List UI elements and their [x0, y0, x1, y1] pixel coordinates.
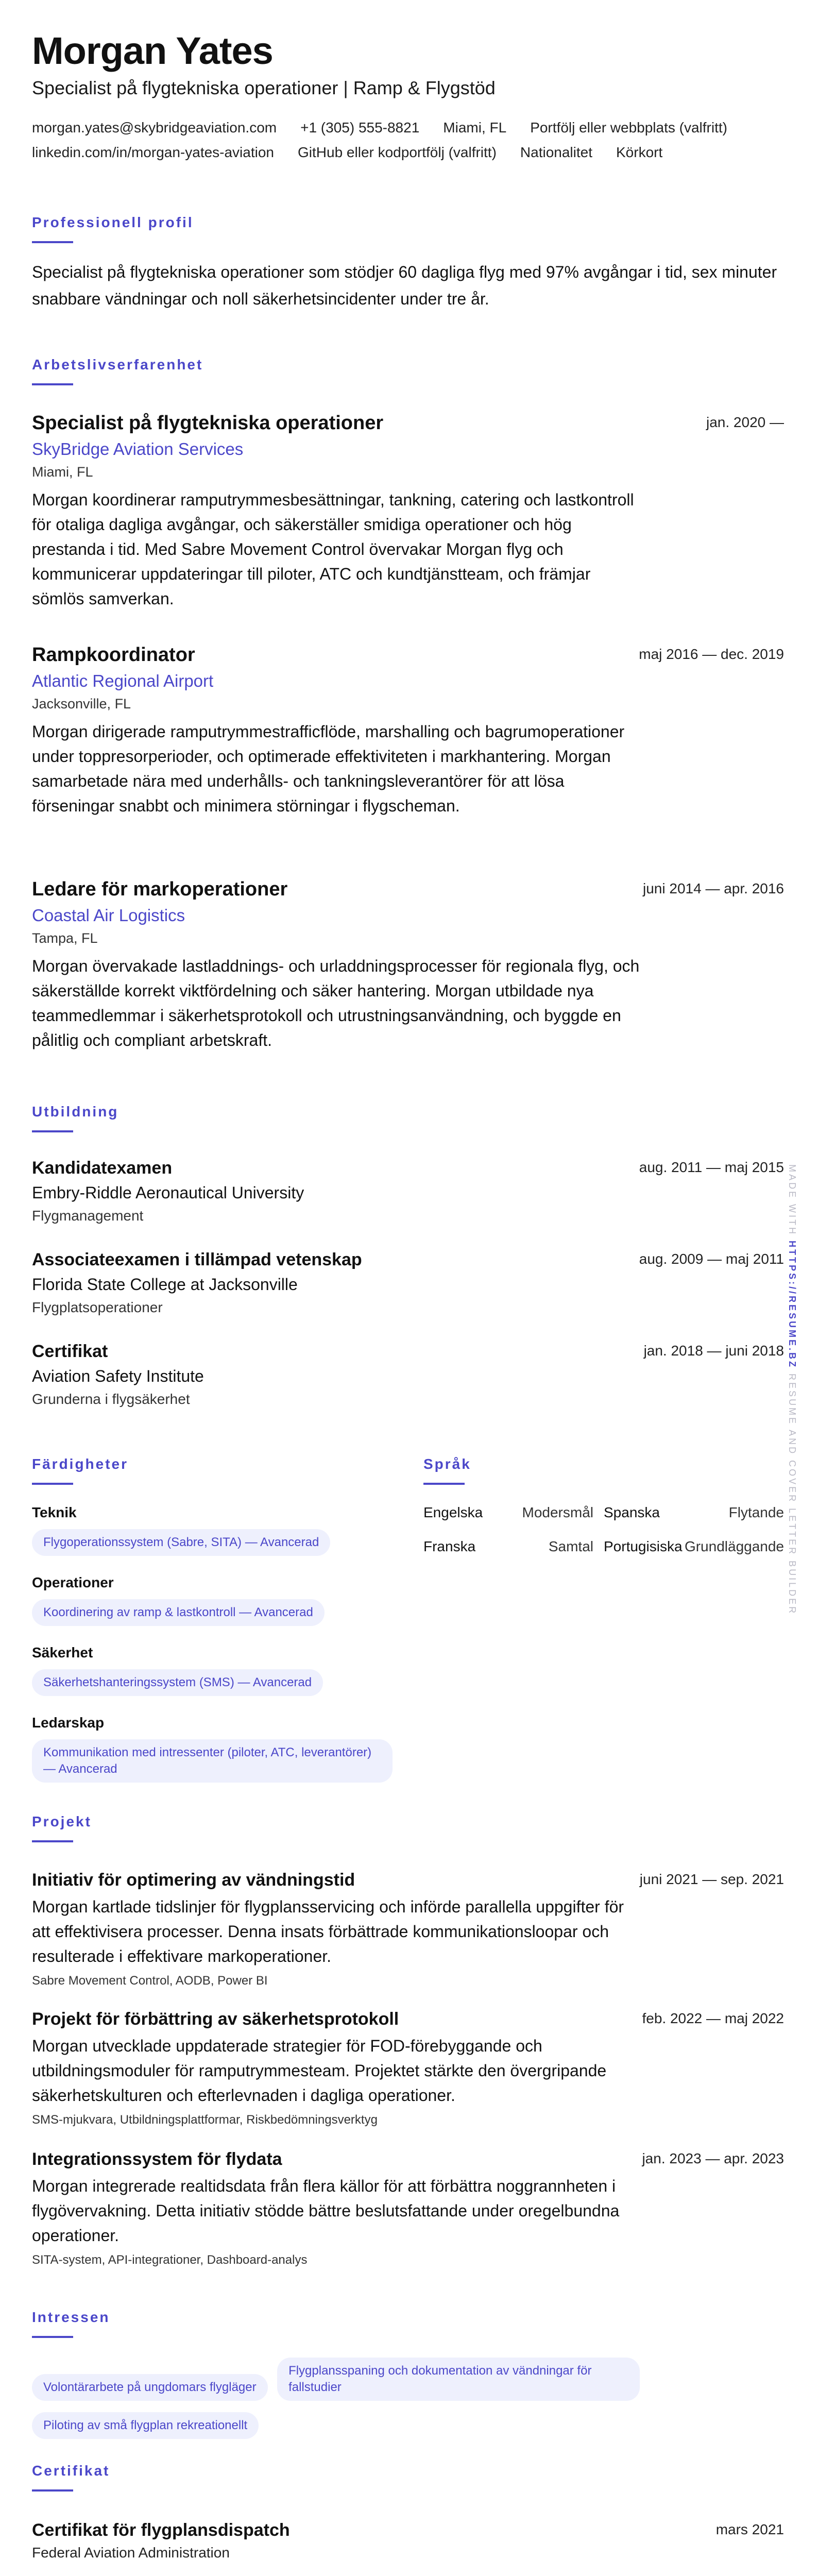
education-date: aug. 2011 — maj 2015: [639, 1159, 784, 1175]
contact-location: Miami, FL: [443, 120, 507, 135]
contact-github[interactable]: GitHub eller kodportfölj (valfritt): [298, 144, 497, 160]
interests-list: [32, 2358, 784, 2450]
skill-pill: Flygoperationssystem (Sabre, SITA) — Avancerad: [32, 1529, 330, 1556]
section-heading-education: Utbildning: [32, 1104, 119, 1120]
contact-license: Körkort: [616, 144, 663, 160]
candidate-name: Morgan Yates: [32, 29, 273, 72]
language-item: [604, 1504, 784, 1521]
language-name: Engelska: [423, 1504, 483, 1520]
skill-pill: Koordinering av ramp & lastkontroll — Avancerad: [32, 1599, 325, 1626]
education-institution: Florida State College at Jacksonville: [32, 1275, 298, 1294]
job-title: Ledare för markoperationer: [32, 878, 288, 900]
section-heading-projects: Projekt: [32, 1814, 92, 1829]
project-tech: SMS-mjukvara, Utbildningsplattformar, Riskbedömningsverktyg: [32, 2113, 378, 2127]
education-item: [32, 1250, 784, 1316]
section-heading-languages: Språk: [423, 1456, 471, 1472]
project-item: [32, 1870, 784, 1988]
candidate-headline: Specialist på flygtekniska operationer | Ramp & Flygstöd: [32, 77, 496, 98]
language-level: Samtal: [548, 1538, 593, 1554]
contact-row-1: [32, 120, 784, 136]
section-heading-interests: Intressen: [32, 2309, 110, 2325]
job-title: Specialist på flygtekniska operationer: [32, 412, 384, 434]
job-date: jan. 2020 —: [706, 414, 784, 430]
certificate-date: mars 2021: [715, 2521, 784, 2537]
languages-list: [423, 1504, 784, 1572]
section-heading-experience: Arbetslivserfarenhet: [32, 357, 203, 372]
job-employer: Atlantic Regional Airport: [32, 671, 214, 690]
job-date: maj 2016 — dec. 2019: [639, 646, 784, 662]
skill-group: [32, 1574, 393, 1626]
certificate-item: [32, 2520, 784, 2561]
builder-watermark: [787, 1164, 797, 1615]
job-date: juni 2014 — apr. 2016: [643, 880, 784, 896]
language-item: [604, 1538, 784, 1555]
interest-pill: Volontärarbete på ungdomars flygläger: [32, 2374, 268, 2401]
certificate-title: Certifikat för flygplansdispatch: [32, 2520, 290, 2540]
experience-item: [32, 644, 784, 818]
interest-pill: Piloting av små flygplan rekreationellt: [32, 2412, 259, 2439]
degree-title: Associateexamen i tillämpad vetenskap: [32, 1250, 362, 1269]
contact-linkedin[interactable]: linkedin.com/in/morgan-yates-aviation: [32, 144, 274, 160]
project-item: [32, 2009, 784, 2127]
interest-pill: Flygplansspaning och dokumentation av vändningar för fallstudier: [277, 2358, 640, 2401]
education-field: Flygplatsoperationer: [32, 1299, 163, 1315]
language-level: Modersmål: [522, 1504, 593, 1520]
project-date: feb. 2022 — maj 2022: [642, 2010, 784, 2026]
skill-group: [32, 1504, 393, 1556]
job-location: Miami, FL: [32, 464, 93, 480]
language-row: [423, 1538, 784, 1555]
education-institution: Aviation Safety Institute: [32, 1367, 204, 1385]
language-name: Spanska: [604, 1504, 660, 1520]
project-title: Integrationssystem för flydata: [32, 2149, 282, 2169]
experience-item: [32, 412, 784, 611]
section-heading-profile: Professionell profil: [32, 214, 194, 230]
skill-group: [32, 1715, 393, 1783]
job-description: Morgan övervakade lastladdnings- och urladdningsprocesser för regionala flyg, och säkerställde korrekt viktfördelning och säker hantering. Morgan utbildade nya teammedlemmar i säkerhetsprotokoll och utrustningsanvändning, och byggde en pålitlig och compliant arbetskraft.: [32, 957, 640, 1049]
experience-item: [32, 878, 784, 1053]
education-field: Grunderna i flygsäkerhet: [32, 1391, 190, 1407]
job-title: Rampkoordinator: [32, 644, 195, 666]
watermark-suffix: RESUME AND COVER LETTER BUILDER: [787, 1374, 797, 1616]
degree-title: Certifikat: [32, 1342, 108, 1361]
project-date: jan. 2023 — apr. 2023: [642, 2150, 784, 2166]
contact-row-2: [32, 144, 784, 161]
degree-title: Kandidatexamen: [32, 1158, 173, 1178]
job-location: Tampa, FL: [32, 930, 98, 946]
job-description: Morgan dirigerade ramputrymmestrafficflöde, marshalling och bagrumoperationer under toppresorperioder, och optimerade effektiviteten i markhantering. Morgan samarbetade nära med underhålls- och tankningsleverantörer för att lösa förseningar snabbt och minimera störningar i flygscheman.: [32, 722, 625, 815]
education-date: aug. 2009 — maj 2011: [639, 1251, 784, 1267]
education-date: jan. 2018 — juni 2018: [643, 1343, 784, 1359]
contact-phone[interactable]: +1 (305) 555-8821: [300, 120, 420, 135]
project-item: [32, 2149, 784, 2267]
language-level: Flytande: [728, 1504, 784, 1520]
contact-nationality: Nationalitet: [520, 144, 592, 160]
section-heading-certificates: Certifikat: [32, 2463, 110, 2479]
watermark-link[interactable]: HTTPS://RESUME.BZ: [787, 1241, 797, 1369]
job-employer: SkyBridge Aviation Services: [32, 439, 244, 459]
project-title: Initiativ för optimering av vändningstid: [32, 1870, 355, 1890]
contact-info: [32, 120, 784, 169]
contact-email[interactable]: morgan.yates@skybridgeaviation.com: [32, 120, 277, 135]
education-field: Flygmanagement: [32, 1208, 144, 1224]
education-institution: Embry-Riddle Aeronautical University: [32, 1183, 304, 1202]
skill-pill: Kommunikation med intressenter (piloter, ATC, leverantörer) — Avancerad: [32, 1739, 393, 1783]
skill-pill: Säkerhetshanteringssystem (SMS) — Avancerad: [32, 1669, 323, 1696]
skill-category: Teknik: [32, 1504, 77, 1520]
project-tech: SITA-system, API-integrationer, Dashboard-analys: [32, 2253, 308, 2267]
project-description: Morgan kartlade tidslinjer för flygplansservicing och införde parallella uppgifter för att effektivisera processer. Denna insats förbättrade kommunikationsloopar och resulterade i effektivare markoperationer.: [32, 1897, 624, 1965]
language-item: [423, 1504, 604, 1521]
profile-summary: Specialist på flygtekniska operationer som stödjer 60 dagliga flyg med 97% avgångar i tid, sex minuter snabbare vändningar och noll säkerhetsincidenter under tre år.: [32, 263, 777, 308]
job-description: Morgan koordinerar ramputrymmesbesättningar, tankning, catering och lastkontroll för otaliga dagliga avgångar, och säkerställer smidiga operationer och hög prestanda i tid. Med Sabre Movement Control övervakar Morgan flyg och kommunicerar uppdateringar till piloter, ATC och kundtjänstteam, och främjar sömlös samverkan.: [32, 490, 634, 608]
skill-category: Ledarskap: [32, 1715, 105, 1731]
skill-group: [32, 1645, 393, 1696]
section-heading-skills: Färdigheter: [32, 1456, 129, 1472]
project-date: juni 2021 — sep. 2021: [639, 1871, 784, 1887]
project-title: Projekt för förbättring av säkerhetsprotokoll: [32, 2009, 399, 2029]
language-name: Franska: [423, 1538, 476, 1554]
watermark-prefix: MADE WITH: [787, 1164, 797, 1236]
project-tech: Sabre Movement Control, AODB, Power BI: [32, 1974, 268, 1988]
language-level: Grundläggande: [684, 1538, 784, 1554]
job-location: Jacksonville, FL: [32, 696, 131, 711]
certificate-issuer: Federal Aviation Administration: [32, 2545, 230, 2561]
skill-category: Säkerhet: [32, 1645, 93, 1660]
education-item: [32, 1342, 784, 1408]
project-description: Morgan utvecklade uppdaterade strategier för FOD-förebyggande och utbildningsmoduler för ramputrymmesteam. Projektet stärkte den övergripande säkerhetskulturen och efterlevnaden i dagliga operationer.: [32, 2037, 607, 2105]
project-description: Morgan integrerade realtidsdata från flera källor för att förbättra noggrannheten i flygövervakning. Detta initiativ stödde bättre beslutsfattande under oregelbundna operationer.: [32, 2177, 620, 2245]
education-item: [32, 1158, 784, 1224]
job-employer: Coastal Air Logistics: [32, 906, 185, 925]
language-item: [423, 1538, 604, 1555]
skills-list: [32, 1504, 393, 1801]
language-name: Portugisiska: [604, 1538, 683, 1554]
skill-category: Operationer: [32, 1574, 114, 1590]
contact-portfolio[interactable]: Portfölj eller webbplats (valfritt): [530, 120, 727, 135]
language-row: [423, 1504, 784, 1521]
